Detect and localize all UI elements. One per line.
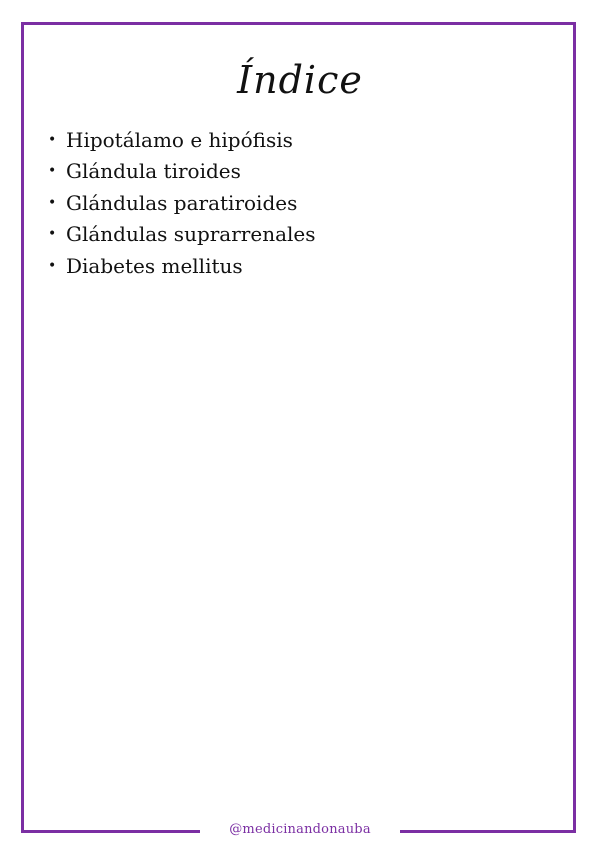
list-item-label: Glándulas paratiroides (66, 190, 298, 215)
list-item (48, 250, 316, 282)
list-item-label: Hipotálamo e hipófisis (66, 127, 293, 152)
footer-handle: @medicinandonauba (229, 822, 371, 837)
bullet-icon: • (48, 194, 57, 211)
bullet-icon: • (48, 163, 57, 180)
list-item-label: Glándula tiroides (66, 159, 241, 184)
list-item-label: Glándulas suprarrenales (66, 222, 316, 247)
list-item (48, 187, 316, 219)
bottom-line-left (21, 830, 200, 833)
list-item (48, 219, 316, 251)
table-of-contents (48, 124, 316, 282)
bottom-line-right (400, 830, 576, 833)
list-item-label: Diabetes mellitus (66, 253, 243, 278)
list-item (48, 156, 316, 188)
bullet-icon: • (48, 257, 57, 274)
bullet-icon: • (48, 226, 57, 243)
page-title: Índice (237, 58, 363, 102)
bullet-icon: • (48, 131, 57, 148)
list-item (48, 124, 316, 156)
